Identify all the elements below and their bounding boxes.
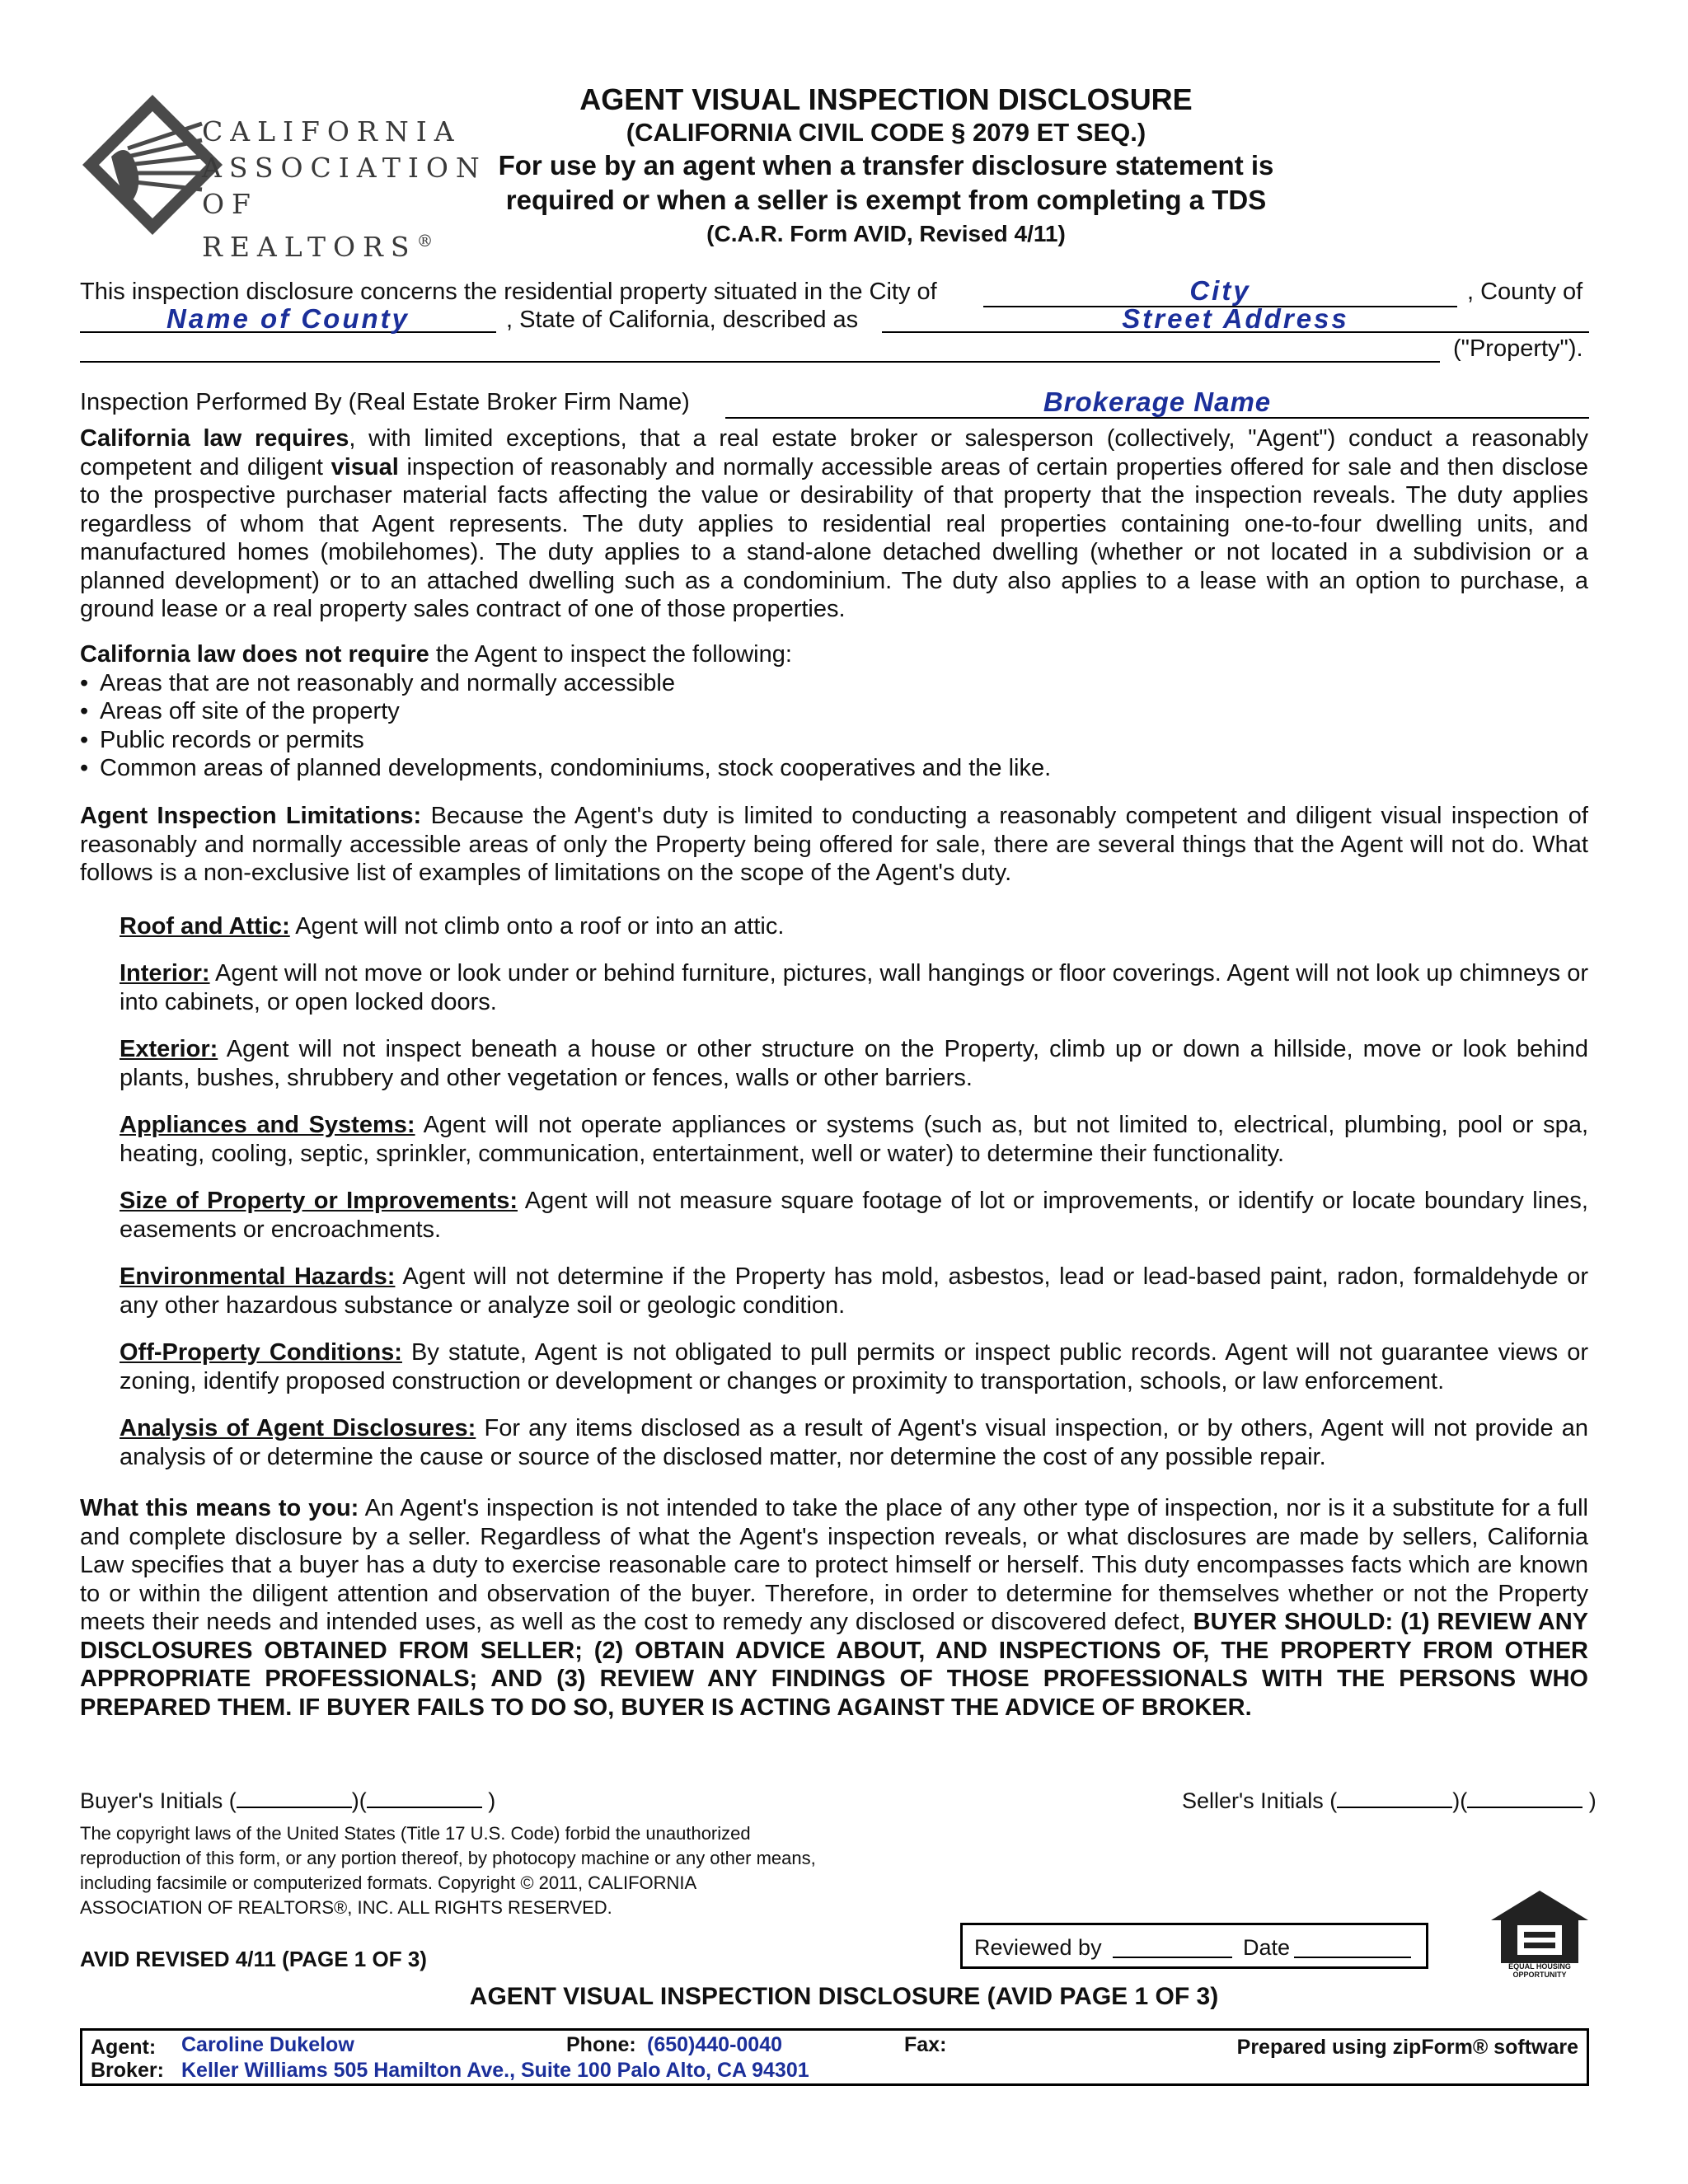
county-label: , County of	[1467, 279, 1583, 305]
state-label: , State of California, described as	[506, 307, 859, 333]
meaning-lead: What this means to you:	[80, 1495, 359, 1521]
broker-info: Keller Williams 505 Hamilton Ave., Suite 100 Palo Alto, CA 94301	[181, 2059, 809, 2082]
limitation-text: Agent will not determine if the Property has mold, asbestos, lead or lead-based paint, radon, formaldehyde or any other hazardous substance or analyze soil or geologic condition.	[120, 1263, 1588, 1319]
eho-line-2: OPPORTUNITY	[1512, 1971, 1567, 1979]
property-intro: This inspection disclosure concerns the residential property situated in the City of	[80, 279, 937, 305]
law-requires-text-a: , with limited exceptions, that a real estate broker or salesperson (collectively, "Agent") conduct a reasonably competent and diligent	[80, 425, 1589, 480]
avid-revised: AVID REVISED 4/11 (PAGE 1 OF 3)	[80, 1947, 427, 1971]
not-require-section	[80, 640, 1588, 783]
logo-line-3-text: OF REALTORS	[202, 188, 417, 263]
limitation-heading: Appliances and Systems:	[120, 1112, 415, 1138]
limitation-text: By statute, Agent is not obligated to pull permits or inspect public records. Agent will not guarantee views or zoning, identify proposed construction or development or changes or proximity to transportation, schools, or law enforcement.	[120, 1339, 1588, 1394]
limitation-text: Agent will not move or look under or behind furniture, pictures, wall hangings or floor coverings. Agent will not look up chimneys or into cabinets, or open locked doors.	[120, 960, 1588, 1015]
limitation-text: Agent will not inspect beneath a house or other structure on the Property, climb up or down a hillside, move or look behind plants, bushes, shrubbery and other vegetation or fences, walls or other barriers.	[120, 1036, 1588, 1091]
city-field[interactable]: City	[1189, 275, 1251, 306]
date-field[interactable]	[1294, 1957, 1411, 1958]
copyright-notice: The copyright laws of the United States (Title 17 U.S. Code) forbid the unauthorized reproduction of this form, or any portion thereof, by photocopy machine or any other means, including facsimile or computerized formats. Copyright © 2011, CALIFORNIA ASSOCIATION OF REALTORS®, INC. ALL RIGHTS RESERVED.	[80, 1823, 816, 1918]
software-credit: Prepared using zipForm® software	[1236, 2036, 1578, 2059]
limitations-text: Because the Agent's duty is limited to conducting a reasonably competent and diligent visual inspection of reasonably and normally accessible areas of only the Property being offered for sale, there are several things that the Agent will not do. What follows is a non-exclusive list of examples of limitations on the scope of the Agent's duty.	[80, 803, 1588, 886]
law-requires-lead: California law requires	[80, 425, 349, 452]
form-id: (C.A.R. Form AVID, Revised 4/11)	[706, 221, 1066, 246]
seller-initials-field-2[interactable]	[1467, 1787, 1582, 1808]
property-label: ("Property").	[1453, 335, 1583, 362]
buyer-initials-label: Buyer's Initials (	[80, 1788, 237, 1813]
form-subtitle: (CALIFORNIA CIVIL CODE § 2079 ET SEQ.)	[626, 118, 1146, 147]
law-requires-paragraph	[80, 424, 1588, 624]
limitation-heading: Analysis of Agent Disclosures:	[120, 1415, 476, 1441]
limitations-paragraph	[80, 802, 1588, 888]
buyer-initials-field-2[interactable]	[367, 1787, 482, 1808]
limitation-heading: Size of Property or Improvements:	[120, 1188, 518, 1214]
form-purpose-line-1: For use by an agent when a transfer disclosure statement is	[498, 150, 1274, 180]
limitation-environmental	[120, 1263, 1588, 1319]
buyer-initials-field-1[interactable]	[237, 1787, 352, 1808]
broker-label: Broker:	[91, 2059, 164, 2082]
limitation-size	[120, 1187, 1588, 1244]
limitation-heading: Exterior:	[120, 1036, 218, 1062]
list-item: • Public records or permits	[80, 726, 1588, 755]
buyer-initials: Buyer's Initials ( )( )	[80, 1788, 496, 1813]
agent-phone: (650)440-0040	[647, 2033, 783, 2056]
meaning-text: An Agent's inspection is not intended to take the place of any other type of inspection, nor is it a substitute for a full and complete disclosure by a seller. Regardless of what the Agent's inspection reveals, or what disclosures are made by sellers, California Law specifies that a buyer has a duty to exercise reasonable care to protect himself or herself. This duty encompasses facts which are known to or within the diligent attention and observation of the buyer. Therefore, in order to determine for themselves whether or not the Property meets their needs and intended uses, as well as the cost to remedy any disclosed or discovered defect,	[80, 1495, 1588, 1635]
reviewed-by-field[interactable]	[1113, 1957, 1232, 1958]
limitation-exterior	[120, 1035, 1588, 1092]
not-require-list	[80, 669, 1588, 783]
eho-line-1: EQUAL HOUSING	[1508, 1962, 1571, 1971]
seller-initials-label: Seller's Initials (	[1182, 1788, 1338, 1813]
phone-label: Phone:	[566, 2033, 636, 2056]
limitation-heading: Roof and Attic:	[120, 913, 290, 940]
limitation-text: Agent will not measure square footage of lot or improvements, or identify or locate boundary lines, easements or encroachments.	[120, 1188, 1588, 1243]
not-require-text: the Agent to inspect the following:	[429, 641, 792, 668]
date-label: Date	[1243, 1935, 1291, 1960]
form-title: AGENT VISUAL INSPECTION DISCLOSURE	[579, 82, 1193, 116]
law-requires-text-b: inspection of reasonably and normally accessible areas of certain properties offered for sale and then disclose to the prospective purchaser material facts affecting the value or desirability of that property that the inspection reveals. The duty applies regardless of whom that Agent represents. The duty applies to residential real properties containing one-to-four dwelling units, and manufactured homes (mobilehomes). The duty applies to a stand-alone detached dwelling (whether or not located in a subdivision or a planned development) or to an attached dwelling such as a condominium. The duty also applies to a lease with an option to purchase, a ground lease or a real property sales contract of one of those properties.	[80, 453, 1588, 622]
limitation-heading: Interior:	[120, 960, 210, 987]
seller-initials-field-1[interactable]	[1337, 1787, 1452, 1808]
limitation-roof-attic	[120, 912, 1588, 941]
list-item: • Areas off site of the property	[80, 697, 1588, 726]
address-field[interactable]: Street Address	[1122, 303, 1349, 334]
not-require-lead: California law does not require	[80, 641, 429, 668]
visual-emphasis: visual	[331, 453, 399, 480]
inspector-label: Inspection Performed By (Real Estate Broker Firm Name)	[80, 389, 690, 415]
limitation-heading: Environmental Hazards:	[120, 1263, 396, 1290]
fax-label: Fax:	[904, 2033, 947, 2056]
agent-info-bar	[80, 2028, 1589, 2086]
meaning-bold-advice: BUYER SHOULD: (1) REVIEW ANY DISCLOSURES OBTAINED FROM SELLER; (2) OBTAIN ADVICE ABOUT, AND INSPECTIONS OF, THE PROPERTY FROM OTHER APPROPRIATE PROFESSIONALS; AND (3) REVIEW ANY FINDINGS OF THOSE PROFESSIONALS WITH THE PERSONS WHO PREPARED THEM. IF BUYER FAILS TO DO SO, BUYER IS ACTING AGAINST THE ADVICE OF BROKER.	[80, 1609, 1588, 1721]
brokerage-field[interactable]: Brokerage Name	[1043, 387, 1272, 417]
county-field[interactable]: Name of County	[166, 303, 410, 334]
limitation-heading: Off-Property Conditions:	[120, 1339, 402, 1366]
form-title-block	[462, 82, 1311, 251]
limitation-off-property	[120, 1338, 1588, 1395]
logo-wordmark	[202, 114, 487, 265]
registered-mark: ®	[416, 231, 434, 251]
agent-name: Caroline Dukelow	[181, 2033, 354, 2056]
limitation-appliances	[120, 1111, 1588, 1168]
reviewed-by-label: Reviewed by	[974, 1935, 1102, 1960]
review-box	[960, 1923, 1428, 1969]
limitation-interior	[120, 959, 1588, 1016]
logo-line-2: ASSOCIATION	[202, 152, 487, 184]
car-logo	[78, 91, 487, 263]
limitation-text: Agent will not operate appliances or systems (such as, but not limited to, electrical, plumbing, pool or spa, heating, cooling, septic, sprinkler, communication, entertainment, well or water) to determine their functionality.	[120, 1112, 1588, 1167]
form-purpose-line-2: required or when a seller is exempt from completing a TDS	[505, 185, 1267, 215]
meaning-paragraph	[80, 1494, 1588, 1722]
limitation-text: For any items disclosed as a result of Agent's visual inspection, or by others, Agent will not provide an analysis of or determine the cause or source of the disclosed matter, nor determine the cost of any possible repair.	[120, 1415, 1588, 1470]
seller-initials: Seller's Initials ( )( )	[1182, 1788, 1597, 1813]
equal-housing-text	[1486, 1962, 1593, 1979]
footer-title: AGENT VISUAL INSPECTION DISCLOSURE (AVID PAGE 1 OF 3)	[469, 1983, 1219, 2010]
logo-line-1: CALIFORNIA	[202, 115, 462, 148]
limitation-text: Agent will not climb onto a roof or into an attic.	[289, 913, 785, 940]
list-item: • Common areas of planned developments, condominiums, stock cooperatives and the like.	[80, 754, 1588, 783]
logo-line-3	[202, 186, 487, 265]
limitation-analysis	[120, 1414, 1588, 1471]
agent-label: Agent:	[91, 2036, 157, 2059]
address-continued-line[interactable]	[80, 336, 1440, 363]
list-item: • Areas that are not reasonably and normally accessible	[80, 669, 1588, 698]
limitations-lead: Agent Inspection Limitations:	[80, 803, 422, 829]
